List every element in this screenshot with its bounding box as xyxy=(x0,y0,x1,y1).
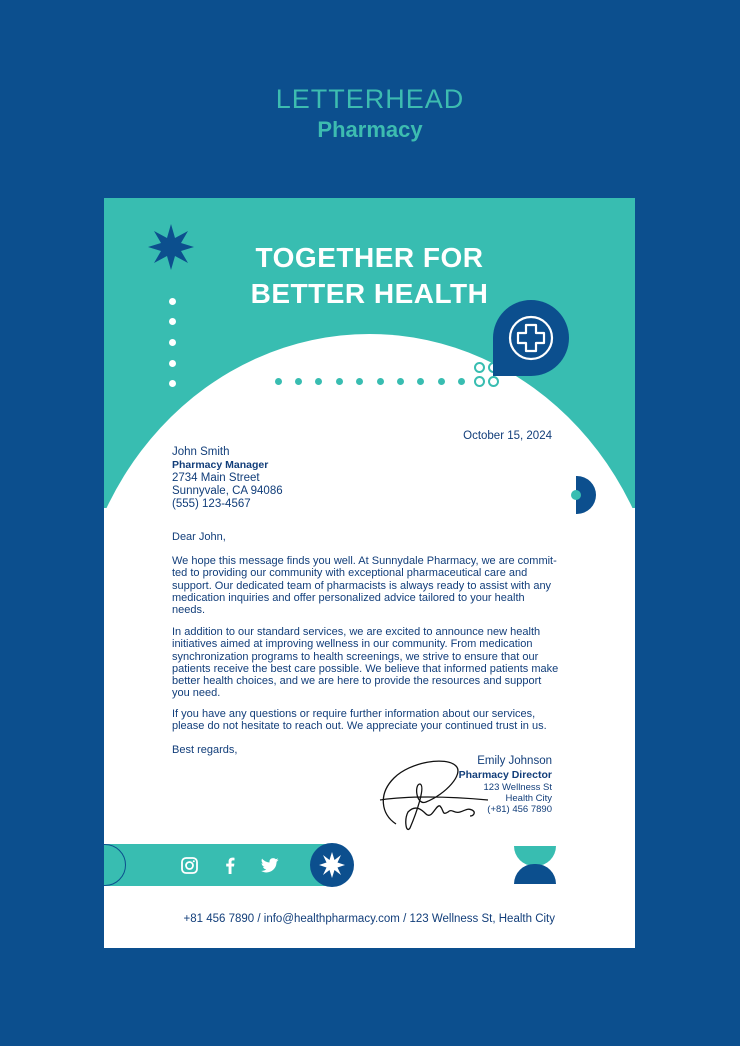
twitter-icon[interactable] xyxy=(261,858,279,873)
social-bar xyxy=(104,844,332,886)
body-paragraph-2: In addition to our standard services, we are excited to announce new health initiatives aimed at improving wellness in our community. From medication synchronization programs to health screenings, we strive to ensure that our patients receive the best care possible. We believe that informed patients make better health choices, and we are here to provide the resources and support you need. xyxy=(172,626,559,700)
recipient-city: Sunnyvale, CA 94086 xyxy=(172,485,283,497)
decor-dot xyxy=(315,378,322,385)
instagram-icon[interactable] xyxy=(181,857,198,874)
decor-dot xyxy=(169,298,176,305)
medical-cross-icon xyxy=(507,314,555,362)
body-paragraph-3: If you have any questions or require further information about our services, please do not hesitate to reach out. We appreciate your continued trust in us. xyxy=(172,708,547,733)
medical-cross-badge xyxy=(493,300,569,376)
recipient-phone: (555) 123-4567 xyxy=(172,498,251,510)
decor-ring xyxy=(474,376,485,387)
headline xyxy=(104,240,635,312)
closing: Best regards, xyxy=(172,744,238,756)
decor-dot xyxy=(417,378,424,385)
decor-dot xyxy=(275,378,282,385)
recipient-street: 2734 Main Street xyxy=(172,472,260,484)
page-subtitle: Pharmacy xyxy=(317,117,423,142)
decor-dot xyxy=(295,378,302,385)
page-title: LETTERHEAD xyxy=(275,84,465,114)
decor-dot xyxy=(336,378,343,385)
decor-dot xyxy=(458,378,465,385)
body-paragraph-1: We hope this message finds you well. At Sunnydale Pharmacy, we are commit-ted to providing our community with exceptional pharmaceutical care and support. Our dedicated team of pharmacists is always ready to assist with any medication inquiries and offer personalized advice tailored to your health needs. xyxy=(172,555,557,617)
decor-dot xyxy=(169,318,176,325)
letterhead-sheet xyxy=(104,198,635,948)
decor-dot xyxy=(356,378,363,385)
decor-dot xyxy=(438,378,445,385)
sender-address xyxy=(404,782,552,815)
decor-dot xyxy=(169,360,176,367)
sender-phone: (+81) 456 7890 xyxy=(487,804,552,815)
sender-street: 123 Wellness St xyxy=(483,782,552,793)
recipient-title: Pharmacy Manager xyxy=(172,459,269,471)
decor-dot xyxy=(169,339,176,346)
facebook-icon[interactable] xyxy=(225,857,235,874)
recipient-address xyxy=(172,446,283,511)
footer-contact: +81 456 7890 / info@healthpharmacy.com / 123 Wellness St, Health City xyxy=(183,913,555,925)
decor-ring xyxy=(488,376,499,387)
greeting: Dear John, xyxy=(172,531,226,543)
decor-ring xyxy=(474,362,485,373)
sender-name: Emily Johnson xyxy=(477,755,552,767)
recipient-name: John Smith xyxy=(172,446,230,458)
letter-date: October 15, 2024 xyxy=(463,430,552,442)
decor-dot xyxy=(571,490,581,500)
starburst-badge xyxy=(310,843,354,887)
decor-dot xyxy=(397,378,404,385)
decor-dot xyxy=(169,380,176,387)
headline-line-1: TOGETHER FOR xyxy=(255,242,484,273)
decor-dot xyxy=(377,378,384,385)
sender-city: Health City xyxy=(505,793,552,804)
headline-line-2: BETTER HEALTH xyxy=(250,278,489,309)
starburst-icon xyxy=(310,843,354,887)
sender-title: Pharmacy Director xyxy=(458,769,552,781)
